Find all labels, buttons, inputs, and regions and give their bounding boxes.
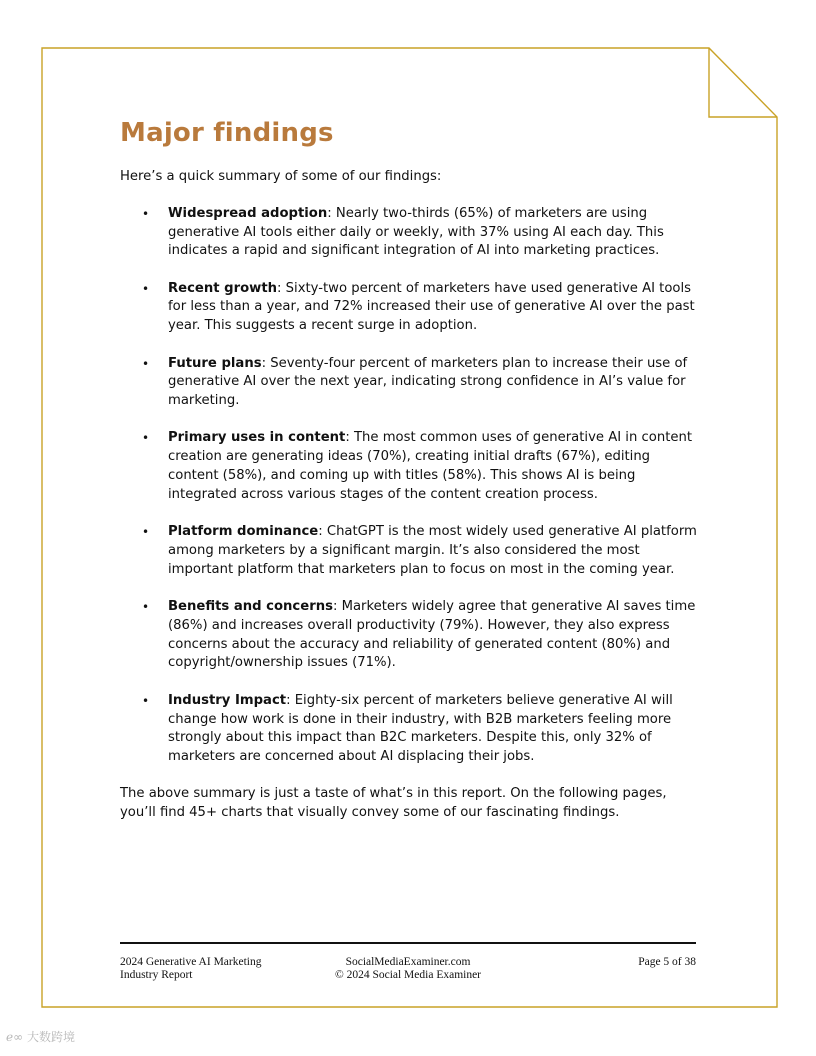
bullet-icon: •	[142, 206, 150, 221]
finding-text: : Marketers widely agree that generative AI saves time (86%) and increases overall productivity (79%). However, they also express concerns about the accuracy and reliability of generated content (80%) and copyright/ownership issues (71%).	[168, 599, 696, 671]
footer-report-line2: Industry Report	[120, 969, 193, 981]
bullet-icon: •	[142, 693, 150, 708]
footer-report-name	[120, 956, 290, 982]
finding-text: : The most common uses of generative AI in content creation are generating ideas (70%), creating initial drafts (67%), editing content (58%), and coming up with titles (58%). This shows AI is being integrated across various stages of the content creation process.	[168, 430, 693, 502]
finding-label: Industry Impact	[168, 692, 287, 708]
watermark	[6, 1028, 75, 1045]
watermark-text: 大数跨境	[26, 1030, 75, 1044]
footer-copyright: © 2024 Social Media Examiner	[334, 969, 482, 981]
footer-divider	[120, 942, 696, 944]
finding-text: : Eighty-six percent of marketers believe generative AI will change how work is done in their industry, with B2B marketers feeling more strongly about this impact than B2C marketers. Despite this, only 32% of marketers are concerned about AI displacing their jobs.	[168, 692, 673, 765]
finding-text: : Nearly two-thirds (65%) of marketers are using generative AI tools either daily or weekly, with 37% using AI each day. This indicates a rapid and significant integration of AI into marketing practices.	[168, 205, 664, 259]
finding-label: Widespread adoption	[168, 205, 328, 221]
footer-publisher	[300, 956, 516, 982]
intro-text: Here’s a quick summary of some of our findings:	[120, 169, 442, 184]
outro-text: The above summary is just a taste of what’s in this report. On the following pages, you’ll find 45+ charts that visually convey some of our fascinating findings.	[120, 786, 667, 821]
bullet-icon: •	[142, 356, 150, 371]
list-item	[120, 280, 698, 336]
finding-label: Benefits and concerns	[168, 599, 333, 615]
finding-label: Platform dominance	[168, 524, 319, 540]
finding-label: Primary uses in content	[168, 430, 346, 446]
list-item	[120, 429, 698, 504]
finding-label: Recent growth	[168, 280, 278, 296]
page-title: Major findings	[120, 118, 334, 148]
list-item	[120, 598, 698, 673]
finding-text: : Sixty-two percent of marketers have used generative AI tools for less than a year, and 72% increased their use of generative AI over the past year. This suggests a recent surge in adoption.	[168, 280, 695, 334]
findings-list	[120, 205, 698, 767]
finding-text: : Seventy-four percent of marketers plan to increase their use of generative AI over the next year, indicating strong confidence in AI’s value for marketing.	[168, 355, 688, 409]
bullet-icon: •	[142, 525, 150, 540]
list-item	[120, 692, 698, 767]
list-item	[120, 205, 698, 261]
footer-report-line1: 2024 Generative AI Marketing	[120, 956, 262, 968]
page-content	[120, 118, 698, 823]
finding-label: Future plans	[168, 355, 262, 371]
list-item	[120, 355, 698, 411]
list-item	[120, 523, 698, 579]
footer-site-link[interactable]: SocialMediaExaminer.com	[345, 956, 471, 968]
bullet-icon: •	[142, 600, 150, 615]
footer-page-number: Page 5 of 38	[638, 956, 696, 968]
watermark-logo-icon: ℯ∞	[6, 1030, 24, 1044]
bullet-icon: •	[142, 431, 150, 446]
bullet-icon: •	[142, 281, 150, 296]
finding-text: : ChatGPT is the most widely used generative AI platform among marketers by a significant margin. It’s also considered the most important platform that marketers plan to focus on most in the coming year.	[168, 524, 697, 577]
